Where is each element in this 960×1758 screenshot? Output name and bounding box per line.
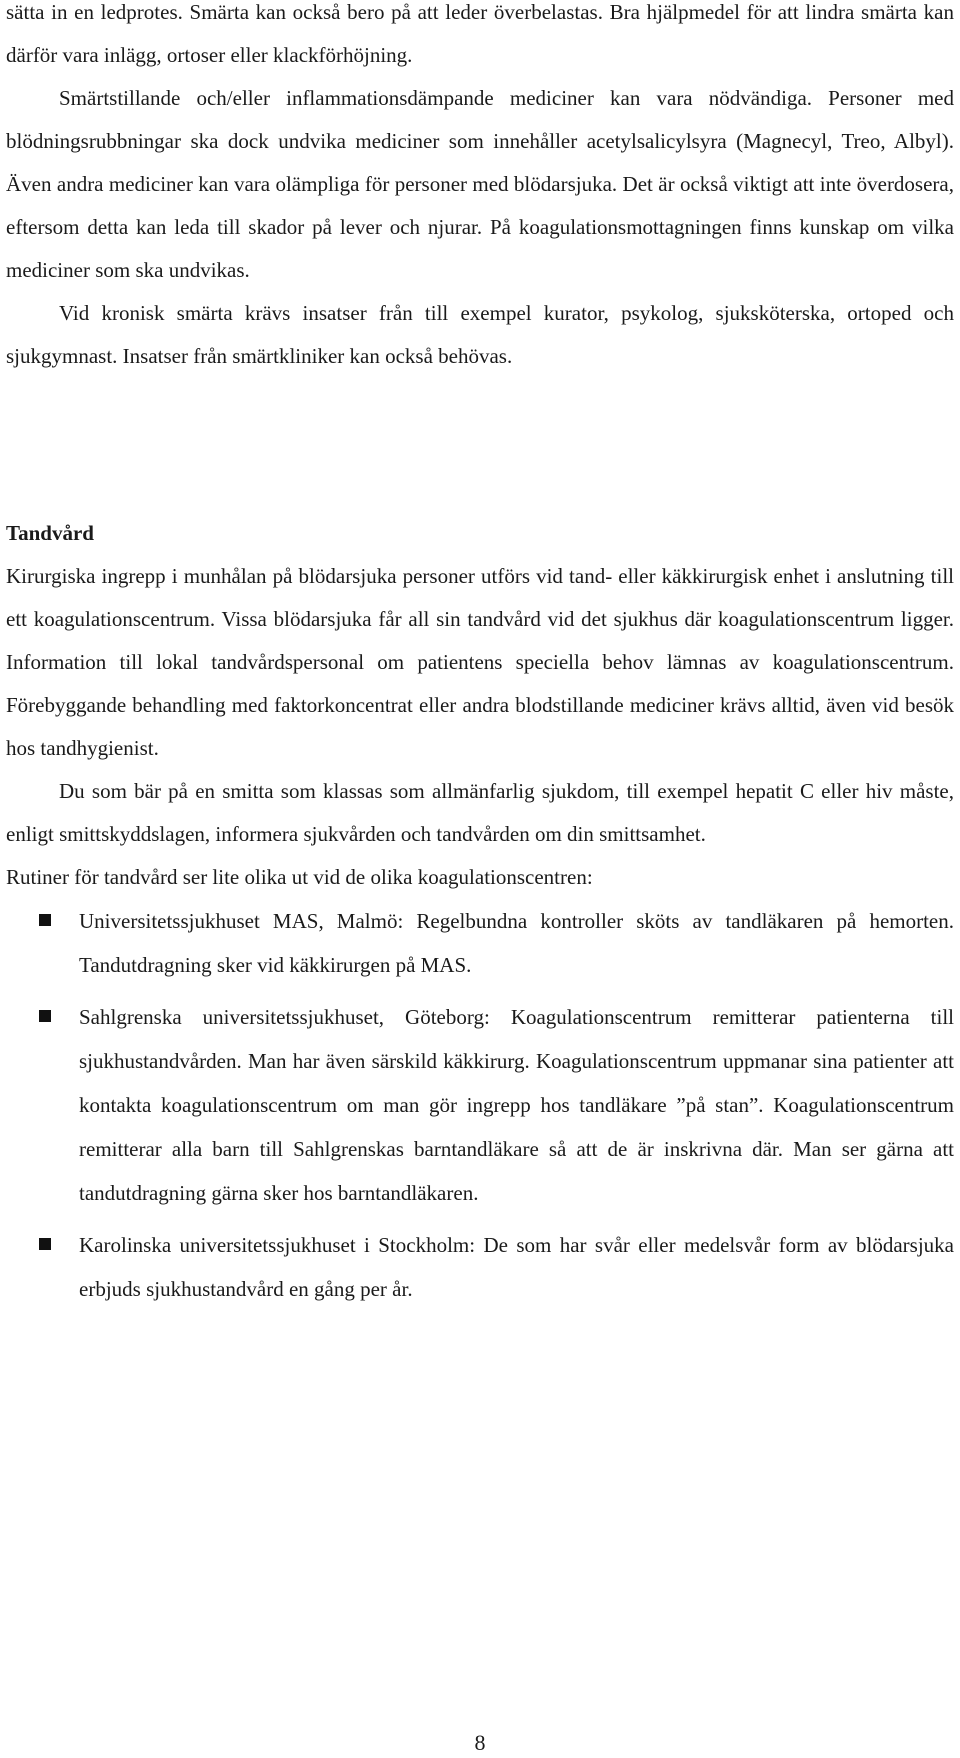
list-item bbox=[6, 1223, 954, 1311]
paragraph-pain-medication: Smärtstillande och/eller inflammationsdämpande mediciner kan vara nödvändiga. Personer med blödningsrubbningar ska dock undvika mediciner som innehåller acetylsalicylsyra (Magnecyl, Treo, Albyl). Även andra mediciner kan vara olämpliga för personer med blödarsjuka. Det är också viktigt att inte överdosera, eftersom detta kan leda till skador på lever och njurar. På koagulationsmottagningen finns kunskap om vilka mediciner som ska undvikas. bbox=[6, 86, 954, 282]
square-bullet-icon bbox=[39, 914, 51, 926]
paragraph-chronic-pain: Vid kronisk smärta krävs insatser från till exempel kurator, psykolog, sjuksköterska, ortoped och sjukgymnast. Insatser från smärtkliniker kan också behövas. bbox=[6, 301, 954, 368]
list-item-text: Universitetssjukhuset MAS, Malmö: Regelbundna kontroller sköts av tandläkaren på hemorten. Tandutdragning sker vid käkkirurgen på MAS. bbox=[79, 909, 954, 977]
section-dental-care bbox=[6, 512, 954, 1319]
section-heading: Tandvård bbox=[6, 521, 94, 545]
body-text-top bbox=[6, 0, 954, 378]
paragraph-routines-intro: Rutiner för tandvård ser lite olika ut vid de olika koagulationscentren: bbox=[6, 865, 593, 889]
list-item bbox=[6, 995, 954, 1215]
paragraph-joint-aids: sätta in en ledprotes. Smärta kan också bero på att leder överbelastas. Bra hjälpmedel för att lindra smärta kan därför vara inlägg, ortoser eller klackförhöjning. bbox=[6, 0, 954, 67]
page-number: 8 bbox=[474, 1730, 486, 1755]
paragraph-surgical-procedures: Kirurgiska ingrepp i munhålan på blödarsjuka personer utförs vid tand- eller käkkirurgisk enhet i anslutning till ett koagulationscentrum. Vissa blödarsjuka får all sin tandvård vid det sjukhus där koagulationscentrum ligger. Information till lokal tandvårdspersonal om patientens speciella behov lämnas av koagulationscentrum. Förebyggande behandling med faktorkoncentrat eller andra blodstillande mediciner krävs alltid, även vid besök hos tandhygienist. bbox=[6, 564, 954, 760]
square-bullet-icon bbox=[39, 1010, 51, 1022]
list-item bbox=[6, 899, 954, 987]
list-item-text: Karolinska universitetssjukhuset i Stockholm: De som har svår eller medelsvår form av blödarsjuka erbjuds sjukhustandvård en gång per år. bbox=[79, 1233, 954, 1301]
paragraph-infection-notice: Du som bär på en smitta som klassas som allmänfarlig sjukdom, till exempel hepatit C eller hiv måste, enligt smittskyddslagen, informera sjukvården och tandvården om din smittsamhet. bbox=[6, 779, 954, 846]
square-bullet-icon bbox=[39, 1238, 51, 1250]
list-item-text: Sahlgrenska universitetssjukhuset, Göteborg: Koagulationscentrum remitterar patienterna till sjukhustandvården. Man har även särskild käkkirurg. Koagulationscentrum uppmanar sina patienter att kontakta koagulationscentrum om man gör ingrepp hos tandläkare ”på stan”. Koagulationscentrum remitterar alla barn till Sahlgrenskas barntandläkare så att de är inskrivna där. Man ser gärna att tandutdragning gärna sker hos barntandläkaren. bbox=[79, 1005, 954, 1205]
routines-list bbox=[6, 899, 954, 1311]
